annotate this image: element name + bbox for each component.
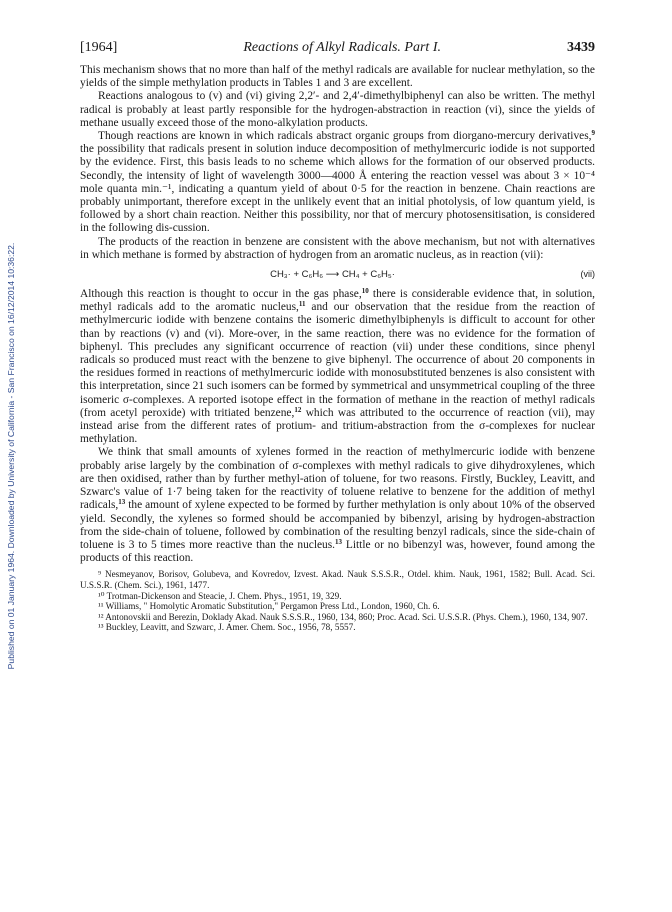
text-run: the amount of xylene expected to be formed by further methylation is only about 10% of the observed yield. Secondly, the xylenes so formed should be accompanied by bibenzyl, arising by hydrogen-abstraction from the side-chain of toluene, followed by combination of the resulting benzyl radicals, since the side-chain of toluene is 3 to 5 times more reactive than the nucleus. [80,499,595,551]
equation-expression: CH₃· + C₆H₆ ⟶ CH₄ + C₆H₅· [270,269,395,281]
paragraph-5 [80,288,595,446]
footnote: ¹² Antonovskii and Berezin, Doklady Akad. Nauk S.S.S.R., 1960, 134, 860; Proc. Acad. Sci. U.S.S.R. (Phys. Chem.), 1960, 134, 907. [98,611,588,622]
text-run: and our observation that the residue from the reaction of methylmercuric iodide with benzene contains the isomeric dimethylbiphenyls is difficult to account for other than by reactions (v) and (vi). More-over, in the same reaction, there was no evidence for the formation of biphenyl. This precludes any significant occurrence of reaction (vii) under these conditions, since phenyl radicals so produced must react with the benzene to give biphenyl. The occurrence of about 20 components in the residues formed in reactions of methylmercuric iodide with monosubstituted benzenes is also consistent with this interpretation, since 21 such isomers can be formed by symmetrical and unsymmetrical coupling of the three isomeric σ-complexes. A reported isotope effect in the formation of methane in the reaction of methyl radicals (from acetyl peroxide) with tritiated benzene, [80,301,595,419]
text-run: the possibility that radicals present in solution induce decomposition of methylmercuric iodide is not supported by the evidence. First, this basis leads to no scheme which allows for the formation of our observed products. Secondly, the intensity of light of wavelength 3000—4000 Å entering the reaction vessel was about 3 × 10⁻⁴ mole quanta min.⁻¹, indicating a quantum yield of about 0·5 for the reaction in benzene. Chain reactions are probably unimportant, therefore except in the unlikely event that an initial photolysis, of low quantum yield, is followed by a short chain reaction. Neither this possibility, nor that of mercury photosensitisation, is considered in the following dis-cussion. [80,143,595,235]
text-run: Little or no bibenzyl was, however, found among the products of this reaction. [80,538,595,565]
article-body [80,64,595,565]
footnote: ¹³ Buckley, Leavitt, and Szwarc, J. Amer. Chem. Soc., 1956, 78, 5557. [98,622,356,633]
reference-marker: 9 [591,129,595,138]
paragraph-3 [80,130,595,236]
equation-vii [80,263,595,287]
reference-marker: 10 [361,287,369,296]
footnote: ¹⁰ Trotman-Dickenson and Steacie, J. Chem. Phys., 1951, 19, 329. [98,590,342,601]
equation-number: (vii) [580,269,595,280]
paragraph-4: The products of the reaction in benzene are consistent with the above mechanism, but not with alternatives in which methane is formed by abstraction of hydrogen from an aromatic nucleus, as in reaction (vii): [80,235,595,261]
text-run: there is considerable evidence that, in solution, methyl radicals add to the aromatic nucleus, [80,288,595,314]
paragraph-2: Reactions analogous to (v) and (vi) giving 2,2′- and 2,4′-dimethylbiphenyl can also be written. The methyl radical is probably at least partly responsible for the hydrogen-abstraction in reaction (vi), since the yields of methane usually exceed those of the mono-alkylation products. [80,90,595,129]
header-title: Reactions of Alkyl Radicals. Part I. [243,40,441,55]
paragraph-6 [80,446,595,565]
paragraph-1: This mechanism shows that no more than half of the methyl radicals are available for nuclear methylation, so the yields of the simple methylation products in Tables 1 and 3 are excellent. [80,64,595,90]
provenance-note: Published on 01 January 1964. Downloaded by University of California - San Francisco on 16/12/2014 10:36:22. [6,242,16,670]
footnotes [80,569,595,633]
reference-marker: 13 [118,498,126,507]
provenance-sidebar [0,0,22,912]
footnote: ⁹ Nesmeyanov, Borisov, Golubeva, and Kovredov, Izvest. Akad. Nauk S.S.S.R., Otdel. khim. Nauk, 1961, 1582; Bull. Acad. Sci. U.S.S.R. (Chem. Sci.), 1961, 1477. [80,569,595,590]
text-run: Though reactions are known in which radicals abstract organic groups from diorgano-mercury derivatives, [98,130,592,143]
reference-marker: 13 [335,537,343,546]
text-run: We think that small amounts of xylenes formed in the reaction of methylmercuric iodide with benzene probably arise largely by the combination of σ-complexes with methyl radicals to give dihydroxylenes, which are then oxidised, rather than by further methyl-ation of toluene, for two reasons. Firstly, Buckley, Leavitt, and Szwarc's value of 1·7 being taken for the reactivity of toluene relative to benzene for the addition of methyl radicals, [80,446,595,512]
header-page-number: 3439 [566,40,595,55]
text-run: Although this reaction is thought to occur in the gas phase, [80,288,362,301]
text-run: which was attributed to the occurrence of reaction (vii), may instead arise from the different rates of protium- and tritium-abstraction from the σ-complexes for nuclear methylation. [80,406,595,446]
running-header [80,40,595,56]
reference-marker: 12 [294,405,302,414]
header-year: [1964] [80,40,118,55]
journal-page [80,40,595,633]
footnote: ¹¹ Williams, " Homolytic Aromatic Substitution," Pergamon Press Ltd., London, 1960, Ch. 6. [98,601,440,612]
reference-marker: 11 [298,300,306,309]
